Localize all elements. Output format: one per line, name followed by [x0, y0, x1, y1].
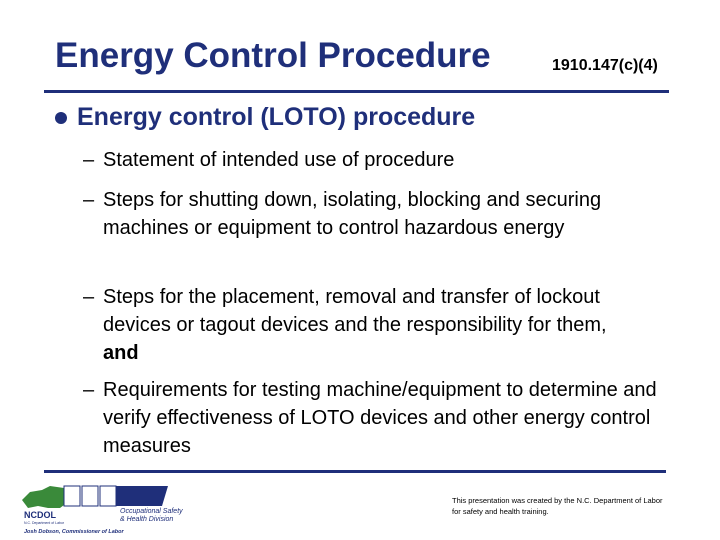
nc-state-shape-icon	[22, 486, 70, 508]
worker-emblem-icon	[82, 486, 98, 506]
logo-org-full: N.C. Department of Labor	[24, 521, 65, 525]
main-bullet-row	[55, 103, 475, 132]
sub-bullet-text: Steps for the placement, removal and transfer of lockout devices or tagout devices and the responsibility for them,	[103, 286, 607, 336]
standard-reference: 1910.147(c)(4)	[552, 57, 658, 74]
bullet-dot-icon	[55, 112, 67, 124]
dash-icon: –	[83, 149, 95, 171]
sub-bullet-2	[83, 186, 623, 242]
bottom-divider	[44, 470, 666, 473]
sub-bullet-text: Steps for shutting down, isolating, blocking and securing machines or equipment to control hazardous energy	[103, 189, 602, 239]
footer-note: This presentation was created by the N.C. Department of Labor for safety and health training.	[452, 496, 663, 516]
logo-org-short: NCDOL	[24, 510, 56, 520]
sub-bullet-3	[83, 283, 633, 367]
ncdol-logo	[20, 478, 198, 536]
main-bullet-text: Energy control (LOTO) procedure	[77, 103, 476, 131]
dash-icon: –	[83, 189, 95, 211]
top-divider	[44, 90, 669, 93]
dash-icon: –	[83, 286, 95, 308]
sub-bullet-text: Requirements for testing machine/equipment to determine and verify effectiveness of LOTO devices and other energy control measures	[103, 379, 657, 457]
worker-emblem-icon	[64, 486, 80, 506]
sub-bullet-1	[83, 146, 643, 174]
dash-icon: –	[83, 379, 95, 401]
logo-banner-icon	[116, 486, 168, 506]
logo-commissioner: Josh Dobson, Commissioner of Labor	[24, 529, 124, 535]
sub-bullet-emphasis: and	[103, 342, 139, 364]
slide-title: Energy Control Procedure	[55, 36, 491, 75]
logo-division-line1: Occupational Safety	[120, 508, 183, 515]
sub-bullet-4	[83, 376, 673, 460]
sub-bullet-text: Statement of intended use of procedure	[103, 149, 455, 171]
logo-division-line2: & Health Division	[120, 516, 174, 523]
worker-emblem-icon	[100, 486, 116, 506]
